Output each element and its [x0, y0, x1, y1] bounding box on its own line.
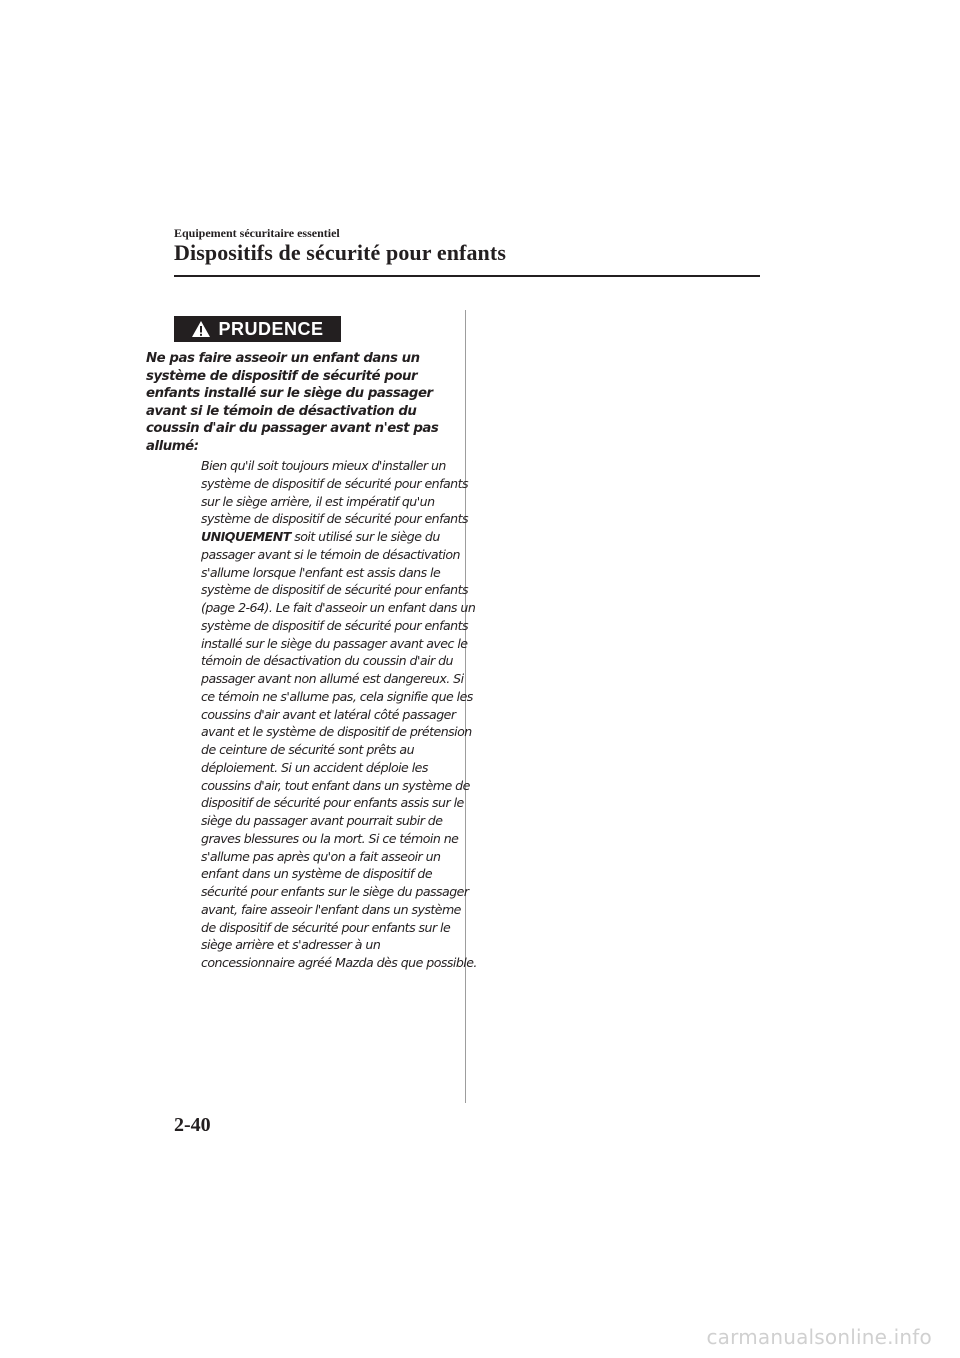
caution-body-part2: soit utilisé sur le siège du passager avant si le témoin de désactivation s'allume lorsque l'enfant est assis dans le système de dispositif de sécurité pour enfants (page 2-64). Le fait d'asseoir un enfant dans un système de dispositif de sécurité pour enfants installé sur le siège du passager avant avec le témoin de désactivation du coussin d'air du passager avant non allumé est dangereux. Si ce témoin ne s'allume pas, cela signifie que les coussins d'air avant et latéral côté passager avant et le système de dispositif de prétension de ceinture de sécurité sont prêts au déploiement. Si un accident déploie les coussins d'air, tout enfant dans un système de dispositif de sécurité pour enfants assis sur le siège du passager avant pourrait subir de graves blessures ou la mort. Si ce témoin ne s'allume pas après qu'on a fait asseoir un enfant dans un système de dispositif de sécurité pour enfants sur le siège du passager avant, faire asseoir l'enfant dans un système de dispositif de sécurité pour enfants sur le siège arrière et s'adresser à un concessionnaire agréé Mazda dès que possible. [201, 529, 477, 970]
page-number: 2-40 [174, 1114, 211, 1136]
warning-triangle-icon [191, 320, 211, 338]
caution-body [201, 457, 477, 972]
caution-badge-label: PRUDENCE [218, 318, 324, 339]
section-label: Equipement sécuritaire essentiel [174, 226, 340, 240]
watermark: carmanualsonline.info [706, 1325, 932, 1349]
caution-body-part1: Bien qu'il soit toujours mieux d'installer un système de dispositif de sécurité pour enfants sur le siège arrière, il est impératif qu'un système de dispositif de sécurité pour enfants [201, 458, 468, 527]
page-title: Dispositifs de sécurité pour enfants [174, 240, 506, 265]
caution-badge [174, 316, 341, 342]
title-rule [174, 275, 760, 277]
caution-body-emphasis: UNIQUEMENT [201, 529, 291, 544]
caution-heading: Ne pas faire asseoir un enfant dans un système de dispositif de sécurité pour enfants installé sur le siège du passager avant si le témoin de désactivation du coussin d'air du passager avant n'est pas allumé: [146, 351, 439, 454]
